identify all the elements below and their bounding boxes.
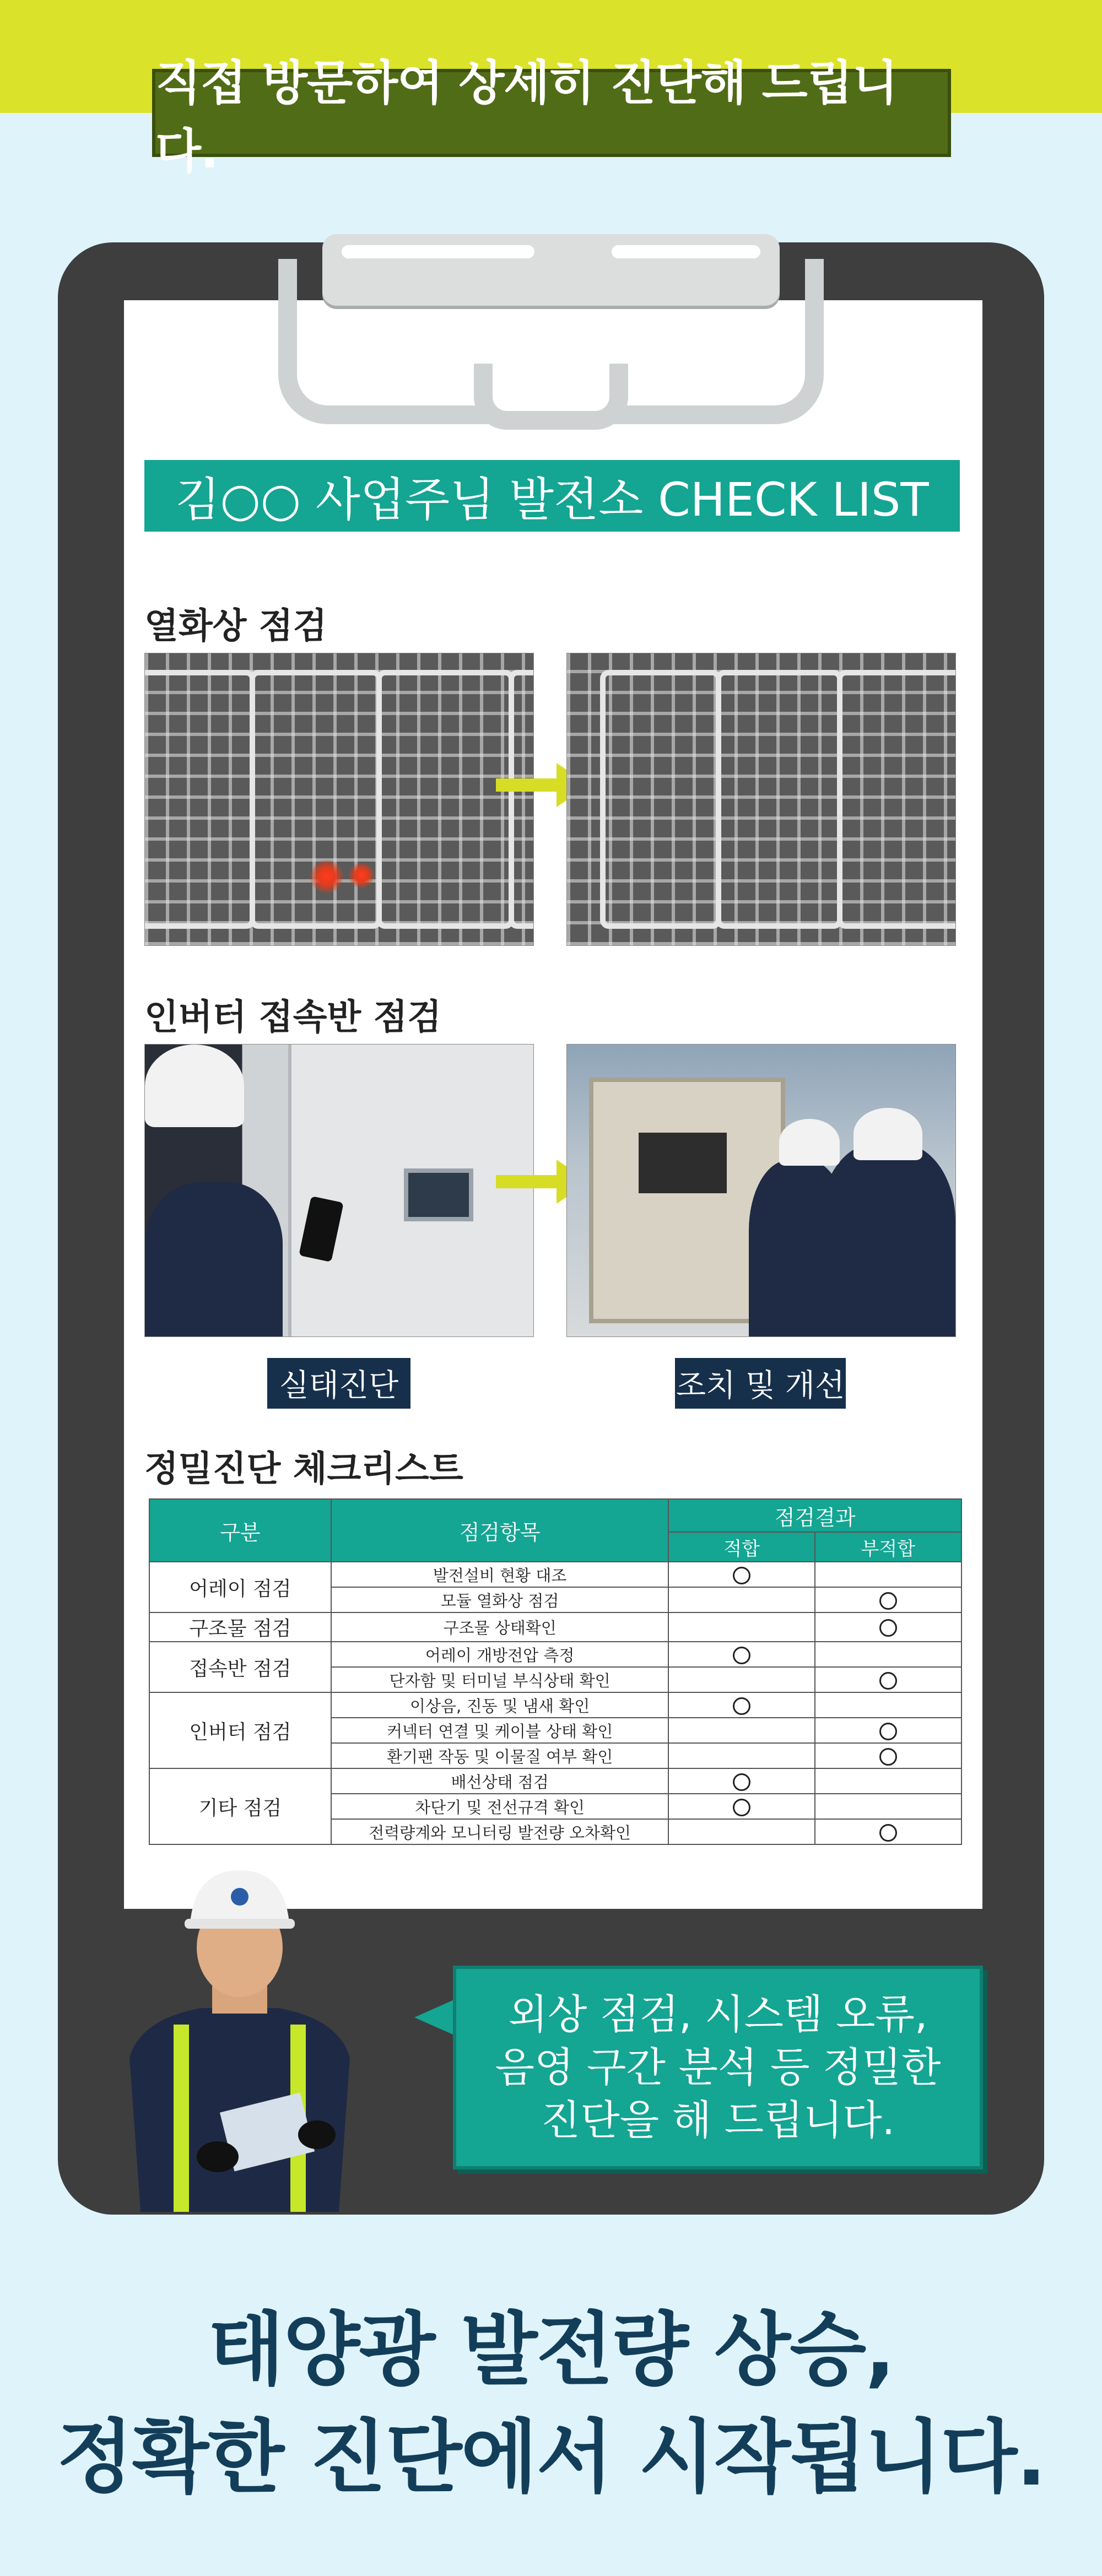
- thermal-after-image: [566, 653, 956, 946]
- hotspot-marker: [310, 860, 343, 893]
- pass-cell: [668, 1612, 814, 1642]
- circle-check-icon: [733, 1647, 750, 1664]
- helmet: [779, 1119, 840, 1166]
- fail-cell: [815, 1718, 961, 1743]
- category-cell: 구조물 점검: [149, 1612, 331, 1642]
- inspector-figure: [107, 1859, 372, 2212]
- precision-section-label: 정밀진단 체크리스트: [144, 1449, 463, 1490]
- item-cell: 환기팬 작동 및 이물질 여부 확인: [331, 1743, 669, 1768]
- circle-check-icon: [879, 1723, 897, 1740]
- speech-line: 외상 점검, 시스템 오류,: [508, 1991, 928, 2038]
- table-row: [149, 1562, 961, 1587]
- fail-cell: [815, 1612, 961, 1642]
- item-cell: 모듈 열화상 점검: [331, 1587, 669, 1612]
- category-cell: 인버터 점검: [149, 1692, 331, 1768]
- item-cell: 전력량계와 모니터링 발전량 오차확인: [331, 1819, 669, 1844]
- hotspot-marker: [349, 863, 374, 888]
- circle-check-icon: [733, 1773, 750, 1791]
- fail-cell: [815, 1642, 961, 1667]
- circle-check-icon: [879, 1592, 897, 1610]
- fail-cell: [815, 1768, 961, 1794]
- fail-cell: [815, 1743, 961, 1768]
- inverter-diagnosis-photo: [144, 1044, 534, 1337]
- circle-check-icon: [879, 1748, 897, 1766]
- col-result-header: 점검결과: [668, 1499, 961, 1532]
- item-cell: 배선상태 점검: [331, 1768, 669, 1794]
- fail-cell: [815, 1562, 961, 1587]
- pass-cell: [668, 1562, 814, 1587]
- caption-before: 실태진단: [267, 1358, 410, 1409]
- speech-line: 진단을 해 드립니다.: [541, 2097, 895, 2144]
- col-item-header: 점검항목: [331, 1499, 669, 1562]
- circle-check-icon: [733, 1799, 750, 1816]
- table-row: [149, 1612, 961, 1642]
- category-cell: 접속반 점검: [149, 1642, 331, 1692]
- pass-cell: [668, 1587, 814, 1612]
- pass-cell: [668, 1743, 814, 1768]
- table-row: [149, 1768, 961, 1794]
- pass-cell: [668, 1667, 814, 1692]
- footer-headline-line2: 정확한 진단에서 시작됩니다.: [56, 2411, 1046, 2503]
- pass-cell: [668, 1768, 814, 1794]
- inspection-table-body: [149, 1562, 961, 1844]
- inverter-repair-photo: [566, 1044, 956, 1337]
- pass-cell: [668, 1692, 814, 1718]
- pass-cell: [668, 1642, 814, 1667]
- clip-slot: [612, 245, 760, 258]
- category-cell: 기타 점검: [149, 1768, 331, 1844]
- thermal-section-label: 열화상 점검: [144, 606, 327, 647]
- item-cell: 발전설비 현황 대조: [331, 1562, 669, 1587]
- fail-cell: [815, 1794, 961, 1819]
- pass-cell: [668, 1718, 814, 1743]
- fail-cell: [815, 1587, 961, 1612]
- fail-cell: [815, 1819, 961, 1844]
- clipboard-clip-tab: [474, 364, 628, 430]
- fail-cell: [815, 1667, 961, 1692]
- circle-check-icon: [733, 1697, 750, 1715]
- thermal-before-image: [144, 653, 534, 946]
- caption-after: 조치 및 개선: [675, 1358, 846, 1409]
- pass-cell: [668, 1794, 814, 1819]
- circle-check-icon: [733, 1567, 750, 1584]
- speech-line: 음영 구간 분석 등 정밀한: [495, 2044, 941, 2091]
- checklist-title: 김○○ 사업주님 발전소 CHECK LIST: [144, 460, 960, 532]
- circle-check-icon: [879, 1824, 897, 1842]
- fail-cell: [815, 1692, 961, 1718]
- col-category-header: 구분: [149, 1499, 331, 1562]
- helmet: [853, 1108, 922, 1160]
- item-cell: 이상음, 진동 및 냄새 확인: [331, 1692, 669, 1718]
- inverter-display: [404, 1168, 473, 1221]
- item-cell: 커넥터 연결 및 케이블 상태 확인: [331, 1718, 669, 1743]
- item-cell: 단자함 및 터미널 부식상태 확인: [331, 1667, 669, 1692]
- category-cell: 어레이 점검: [149, 1562, 331, 1612]
- col-fail-header: 부적합: [815, 1532, 961, 1562]
- helmet: [145, 1045, 244, 1127]
- pass-cell: [668, 1819, 814, 1844]
- table-row: [149, 1692, 961, 1718]
- col-pass-header: 적합: [668, 1532, 814, 1562]
- footer-headline-line1: 태양광 발전량 상승,: [208, 2303, 894, 2396]
- circle-check-icon: [879, 1672, 897, 1690]
- circle-check-icon: [879, 1619, 897, 1637]
- item-cell: 차단기 및 전선규격 확인: [331, 1794, 669, 1819]
- table-row: [149, 1642, 961, 1667]
- clip-slot: [342, 245, 534, 258]
- breaker-unit: [639, 1133, 727, 1193]
- top-banner: 직접 방문하여 상세히 진단해 드립니다.: [152, 69, 951, 157]
- inspection-table: [149, 1498, 962, 1845]
- item-cell: 어레이 개방전압 측정: [331, 1642, 669, 1667]
- item-cell: 구조물 상태확인: [331, 1612, 669, 1642]
- speech-bubble: [453, 1966, 983, 2169]
- inverter-section-label: 인버터 접속반 점검: [144, 997, 442, 1038]
